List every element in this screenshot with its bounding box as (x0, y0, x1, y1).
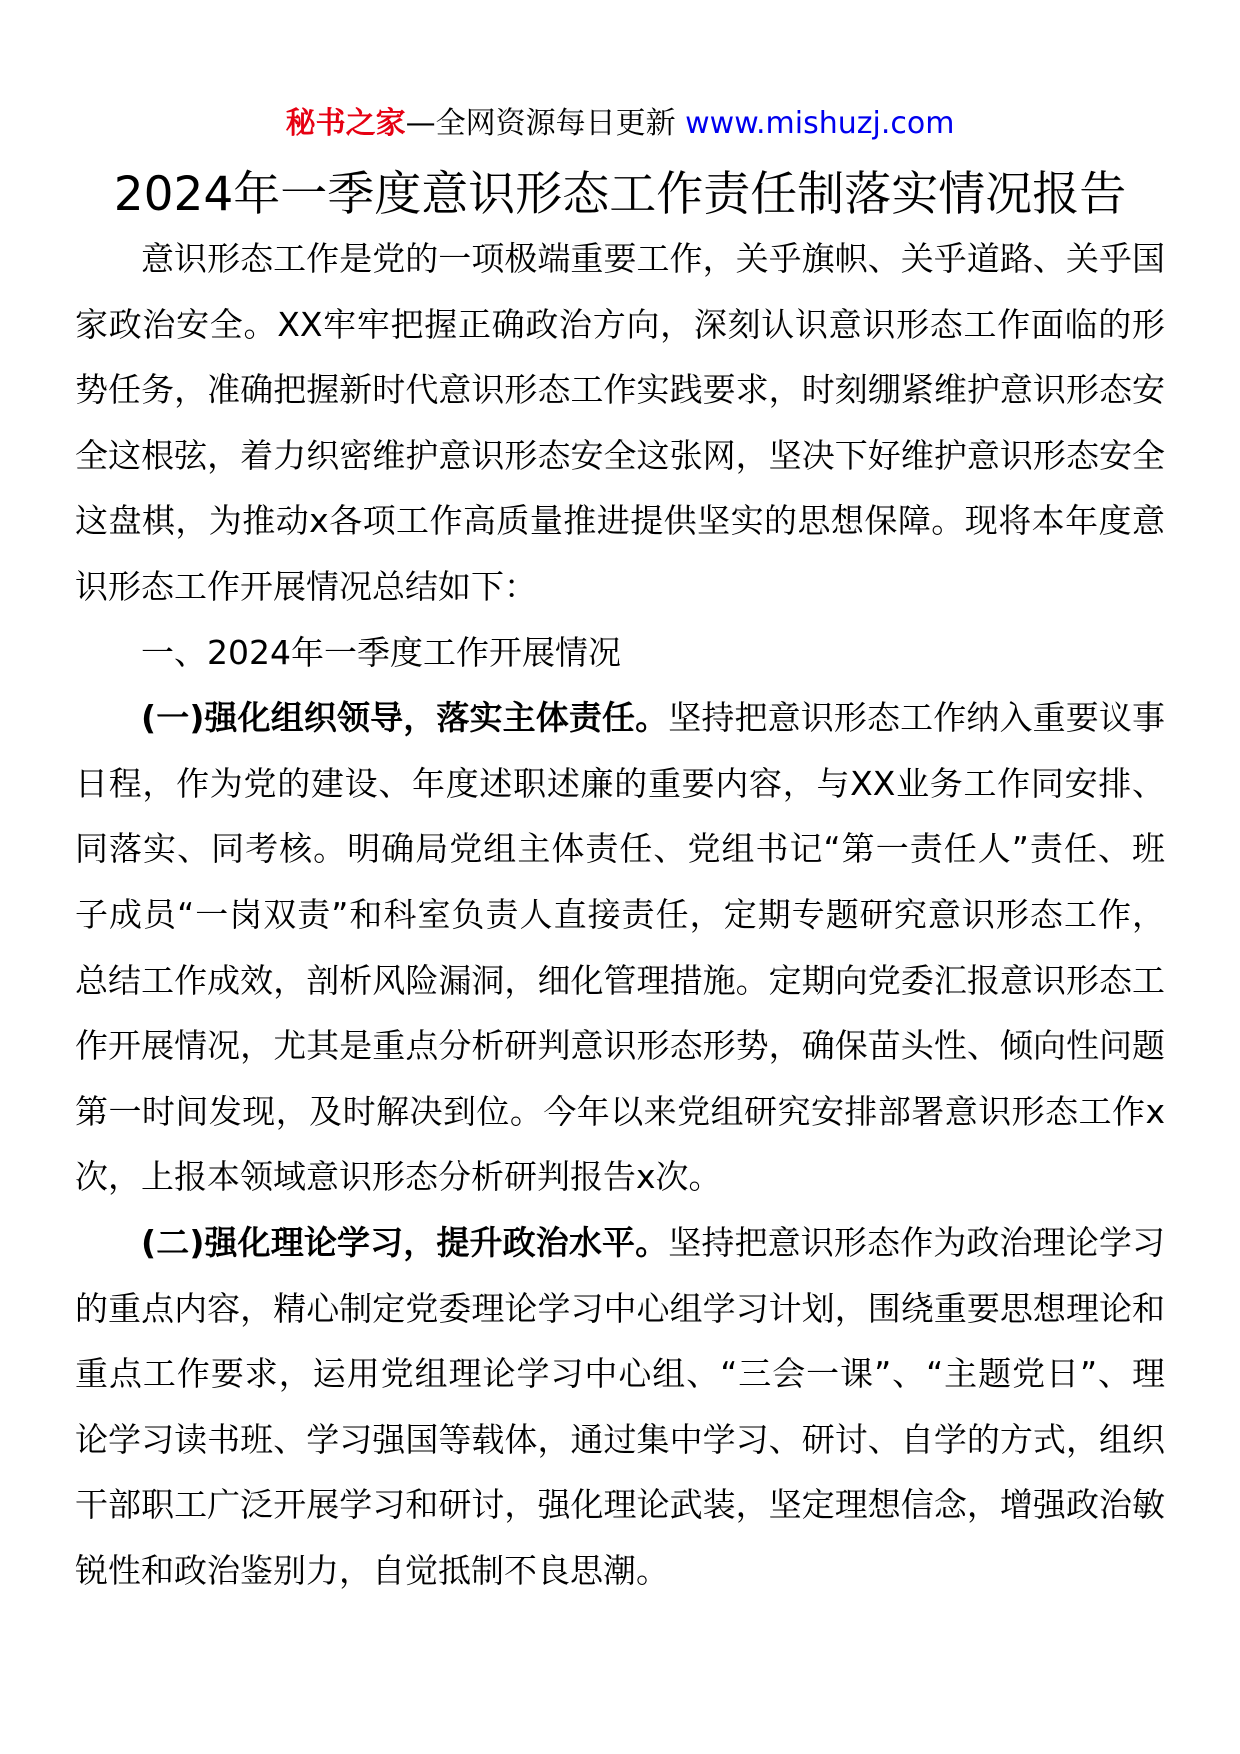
document-body (75, 226, 1165, 1603)
document-title: 2024年一季度意识形态工作责任制落实情况报告 (113, 167, 1127, 222)
item-text-2: 坚持把意识形态作为政治理论学习的重点内容，精心制定党委理论学习中心组学习计划，围绕重要思想理论和重点工作要求，运用党组理论学习中心组、“三会一课”、“主题党日”、理论学习读书班、学习强国等载体，通过集中学习、研讨、自学的方式，组织干部职工广泛开展学习和研讨，强化理论武装，坚定理想信念，增强政治敏锐性和政治鉴别力，自觉抵制不良思潮。 (75, 1222, 1165, 1590)
item-lead-2: (二)强化理论学习，提升政治水平。 (141, 1222, 669, 1262)
item-lead-1: (一)强化组织领导，落实主体责任。 (141, 698, 669, 738)
brand-name: 秘书之家 (285, 106, 406, 141)
site-url-link[interactable]: www.mishuzj.com (685, 106, 955, 141)
header-slogan: —全网资源每日更新 (405, 106, 676, 141)
item-text-1: 坚持把意识形态工作纳入重要议事日程，作为党的建设、年度述职述廉的重要内容，与XX业务工作同安排、同落实、同考核。明确局党组主体责任、党组书记“第一责任人”责任、班子成员“一岗双责”和科室负责人直接责任，定期专题研究意识形态工作，总结工作成效，剖析风险漏洞，细化管理措施。定期向党委汇报意识形态工作开展情况，尤其是重点分析研判意识形态形势，确保苗头性、倾向性问题第一时间发现，及时解决到位。今年以来党组研究安排部署意识形态工作x次，上报本领域意识形态分析研判报告x次。 (75, 698, 1165, 1197)
item-paragraph-1 (75, 685, 1165, 1210)
section-heading: 一、2024年一季度工作开展情况 (141, 632, 621, 672)
item-paragraph-2 (75, 1210, 1165, 1604)
intro-paragraph: 意识形态工作是党的一项极端重要工作，关乎旗帜、关乎道路、关乎国家政治安全。XX牢牢把握正确政治方向，深刻认识意识形态工作面临的形势任务，准确把握新时代意识形态工作实践要求，时刻绷紧维护意识形态安全这根弦，着力织密维护意识形态安全这张网，坚决下好维护意识形态安全这盘棋，为推动x各项工作高质量推进提供坚实的思想保障。现将本年度意识形态工作开展情况总结如下： (75, 239, 1165, 606)
source-header (0, 100, 1240, 148)
